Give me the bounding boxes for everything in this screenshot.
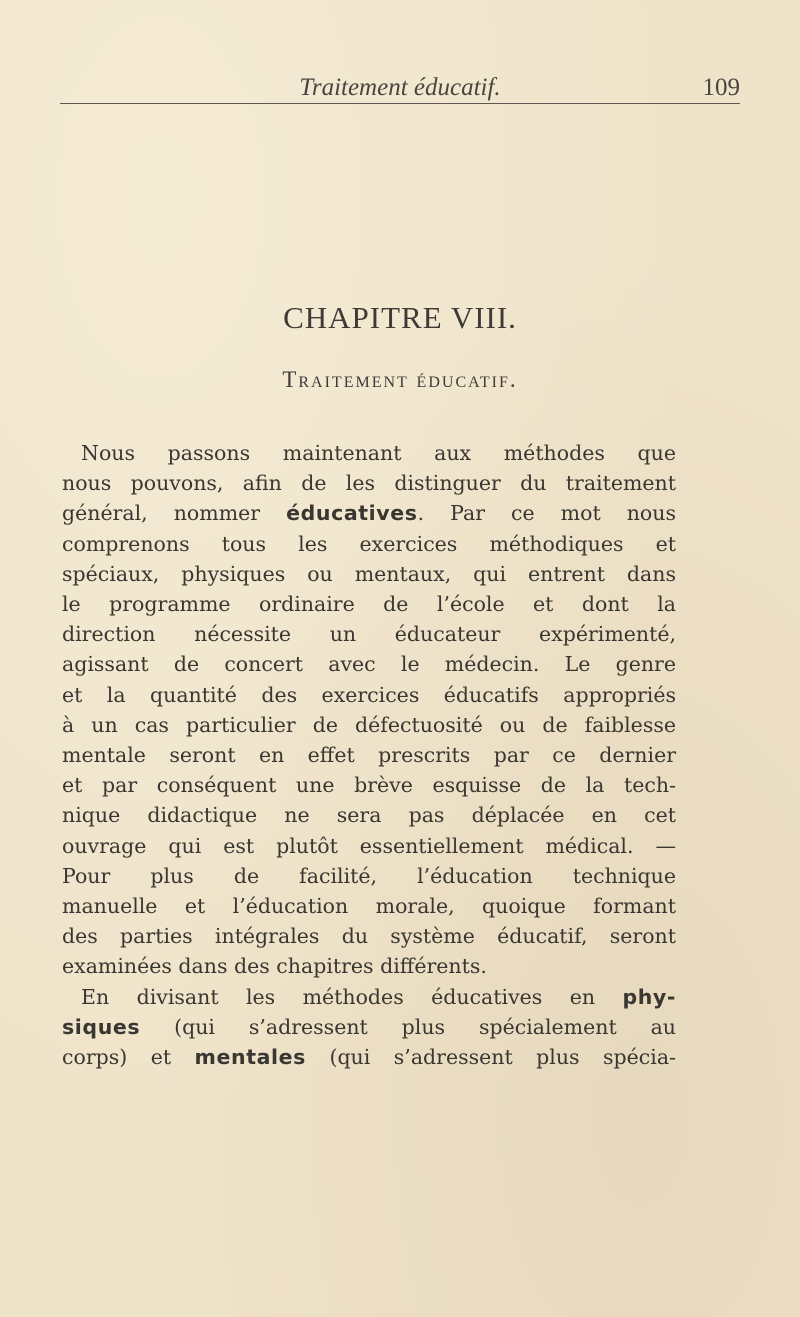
text-line xyxy=(62,1042,676,1072)
text-run: corps) et xyxy=(62,1045,195,1070)
text-line xyxy=(62,498,676,528)
text-run: En divisant les méthodes éducatives en xyxy=(81,984,623,1009)
text-line: à un cas particulier de défectuosité ou de faiblesse xyxy=(62,712,676,737)
emphasized-term: phy- xyxy=(622,984,676,1009)
running-head-title: Traitement éducatif. xyxy=(299,74,501,101)
text-line: nous pouvons, afin de les distinguer du traitement xyxy=(62,471,676,496)
emphasized-term: mentales xyxy=(194,1045,306,1070)
emphasized-term: éducatives xyxy=(286,501,418,526)
text-line: des parties intégrales du système éducatif, seront xyxy=(62,924,676,949)
emphasized-term: siques xyxy=(62,1014,141,1039)
chapter-subtitle: Traitement éducatif. xyxy=(282,367,518,392)
page-number: 109 xyxy=(702,74,740,101)
text-line: et par conséquent une brève esquisse de la tech- xyxy=(62,773,676,798)
text-line: comprenons tous les exercices méthodiques et xyxy=(62,531,676,556)
text-line: le programme ordinaire de l’école et dont la xyxy=(62,592,676,617)
text-line: agissant de concert avec le médecin. Le genre xyxy=(62,652,676,677)
text-run: général, nommer xyxy=(62,501,287,526)
text-run: (qui s’adressent plus spécia- xyxy=(305,1045,676,1070)
text-line: ouvrage qui est plutôt essentiellement médical. — xyxy=(62,833,676,858)
body-text xyxy=(62,438,676,1072)
text-line: direction nécessite un éducateur expérimenté, xyxy=(62,622,676,647)
chapter-heading: CHAPITRE VIII. xyxy=(283,300,517,335)
header-rule xyxy=(60,103,740,104)
text-line: manuelle et l’éducation morale, quoique formant xyxy=(62,894,676,919)
text-line xyxy=(62,982,676,1012)
text-line: mentale seront en effet prescrits par ce dernier xyxy=(62,743,676,768)
text-run: . Par ce mot nous xyxy=(417,501,676,526)
text-line xyxy=(62,1012,676,1042)
running-head xyxy=(60,74,740,104)
text-line: et la quantité des exercices éducatifs appropriés xyxy=(62,682,676,707)
text-line: examinées dans des chapitres différents. xyxy=(62,954,487,979)
text-line: spéciaux, physiques ou mentaux, qui entrent dans xyxy=(62,561,676,586)
text-run: (qui s’adressent plus spécialement au xyxy=(140,1014,676,1039)
text-line: nique didactique ne sera pas déplacée en cet xyxy=(62,803,676,828)
text-line: Pour plus de facilité, l’éducation technique xyxy=(62,863,676,888)
text-line: Nous passons maintenant aux méthodes que xyxy=(81,441,676,465)
